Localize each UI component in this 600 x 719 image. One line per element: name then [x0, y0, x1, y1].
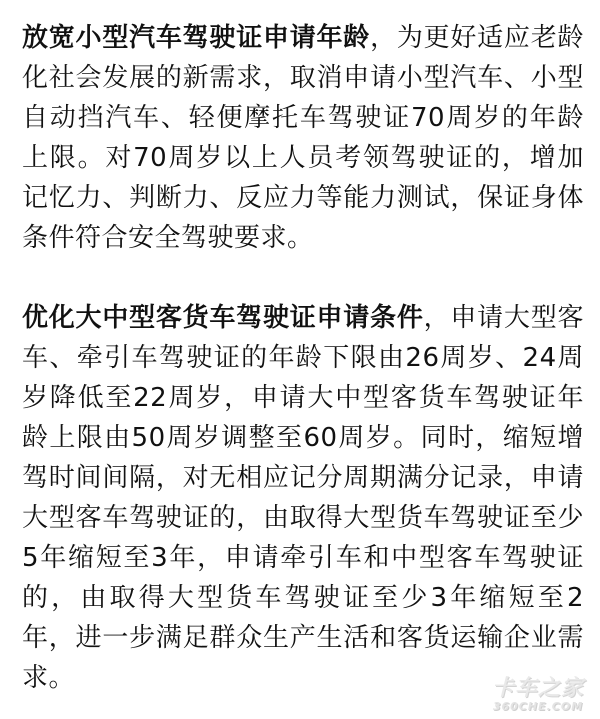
paragraph-body-text: ，申请大型客车、牵引车驾驶证的年龄下限由26周岁、24周岁降低至22周岁，申请大中型客货车驾驶证年龄上限由50周岁调整至60周岁。同时，缩短增驾时间间隔，对无相应记分周期满分记录，申请大型客车驾驶证的，由取得大型货车驾驶证至少5年缩短至3年，申请牵引车和中型客车驾驶证的，由取得大型货车驾驶证至少3年缩短至2年，进一步满足群众生产生活和客货运输企业需求。	[22, 303, 584, 693]
article-body	[22, 18, 584, 698]
paragraph-lead-heading: 放宽小型汽车驾驶证申请年龄	[22, 23, 371, 53]
paragraph-small-vehicle-license-age	[22, 18, 584, 258]
paragraph-body-text: ，为更好适应老龄化社会发展的新需求，取消申请小型汽车、小型自动挡汽车、轻便摩托车驾驶证70周岁的年龄上限。对70周岁以上人员考领驾驶证的，增加记忆力、判断力、反应力等能力测试，保证身体条件符合安全驾驶要求。	[22, 23, 584, 253]
watermark-brand-text: 卡车之家	[491, 676, 584, 701]
paragraph-lead-heading: 优化大中型客货车驾驶证申请条件	[22, 303, 424, 333]
paragraph-large-vehicle-license-conditions	[22, 298, 584, 698]
watermark-domain-text: 360CHE.COM	[492, 700, 584, 713]
